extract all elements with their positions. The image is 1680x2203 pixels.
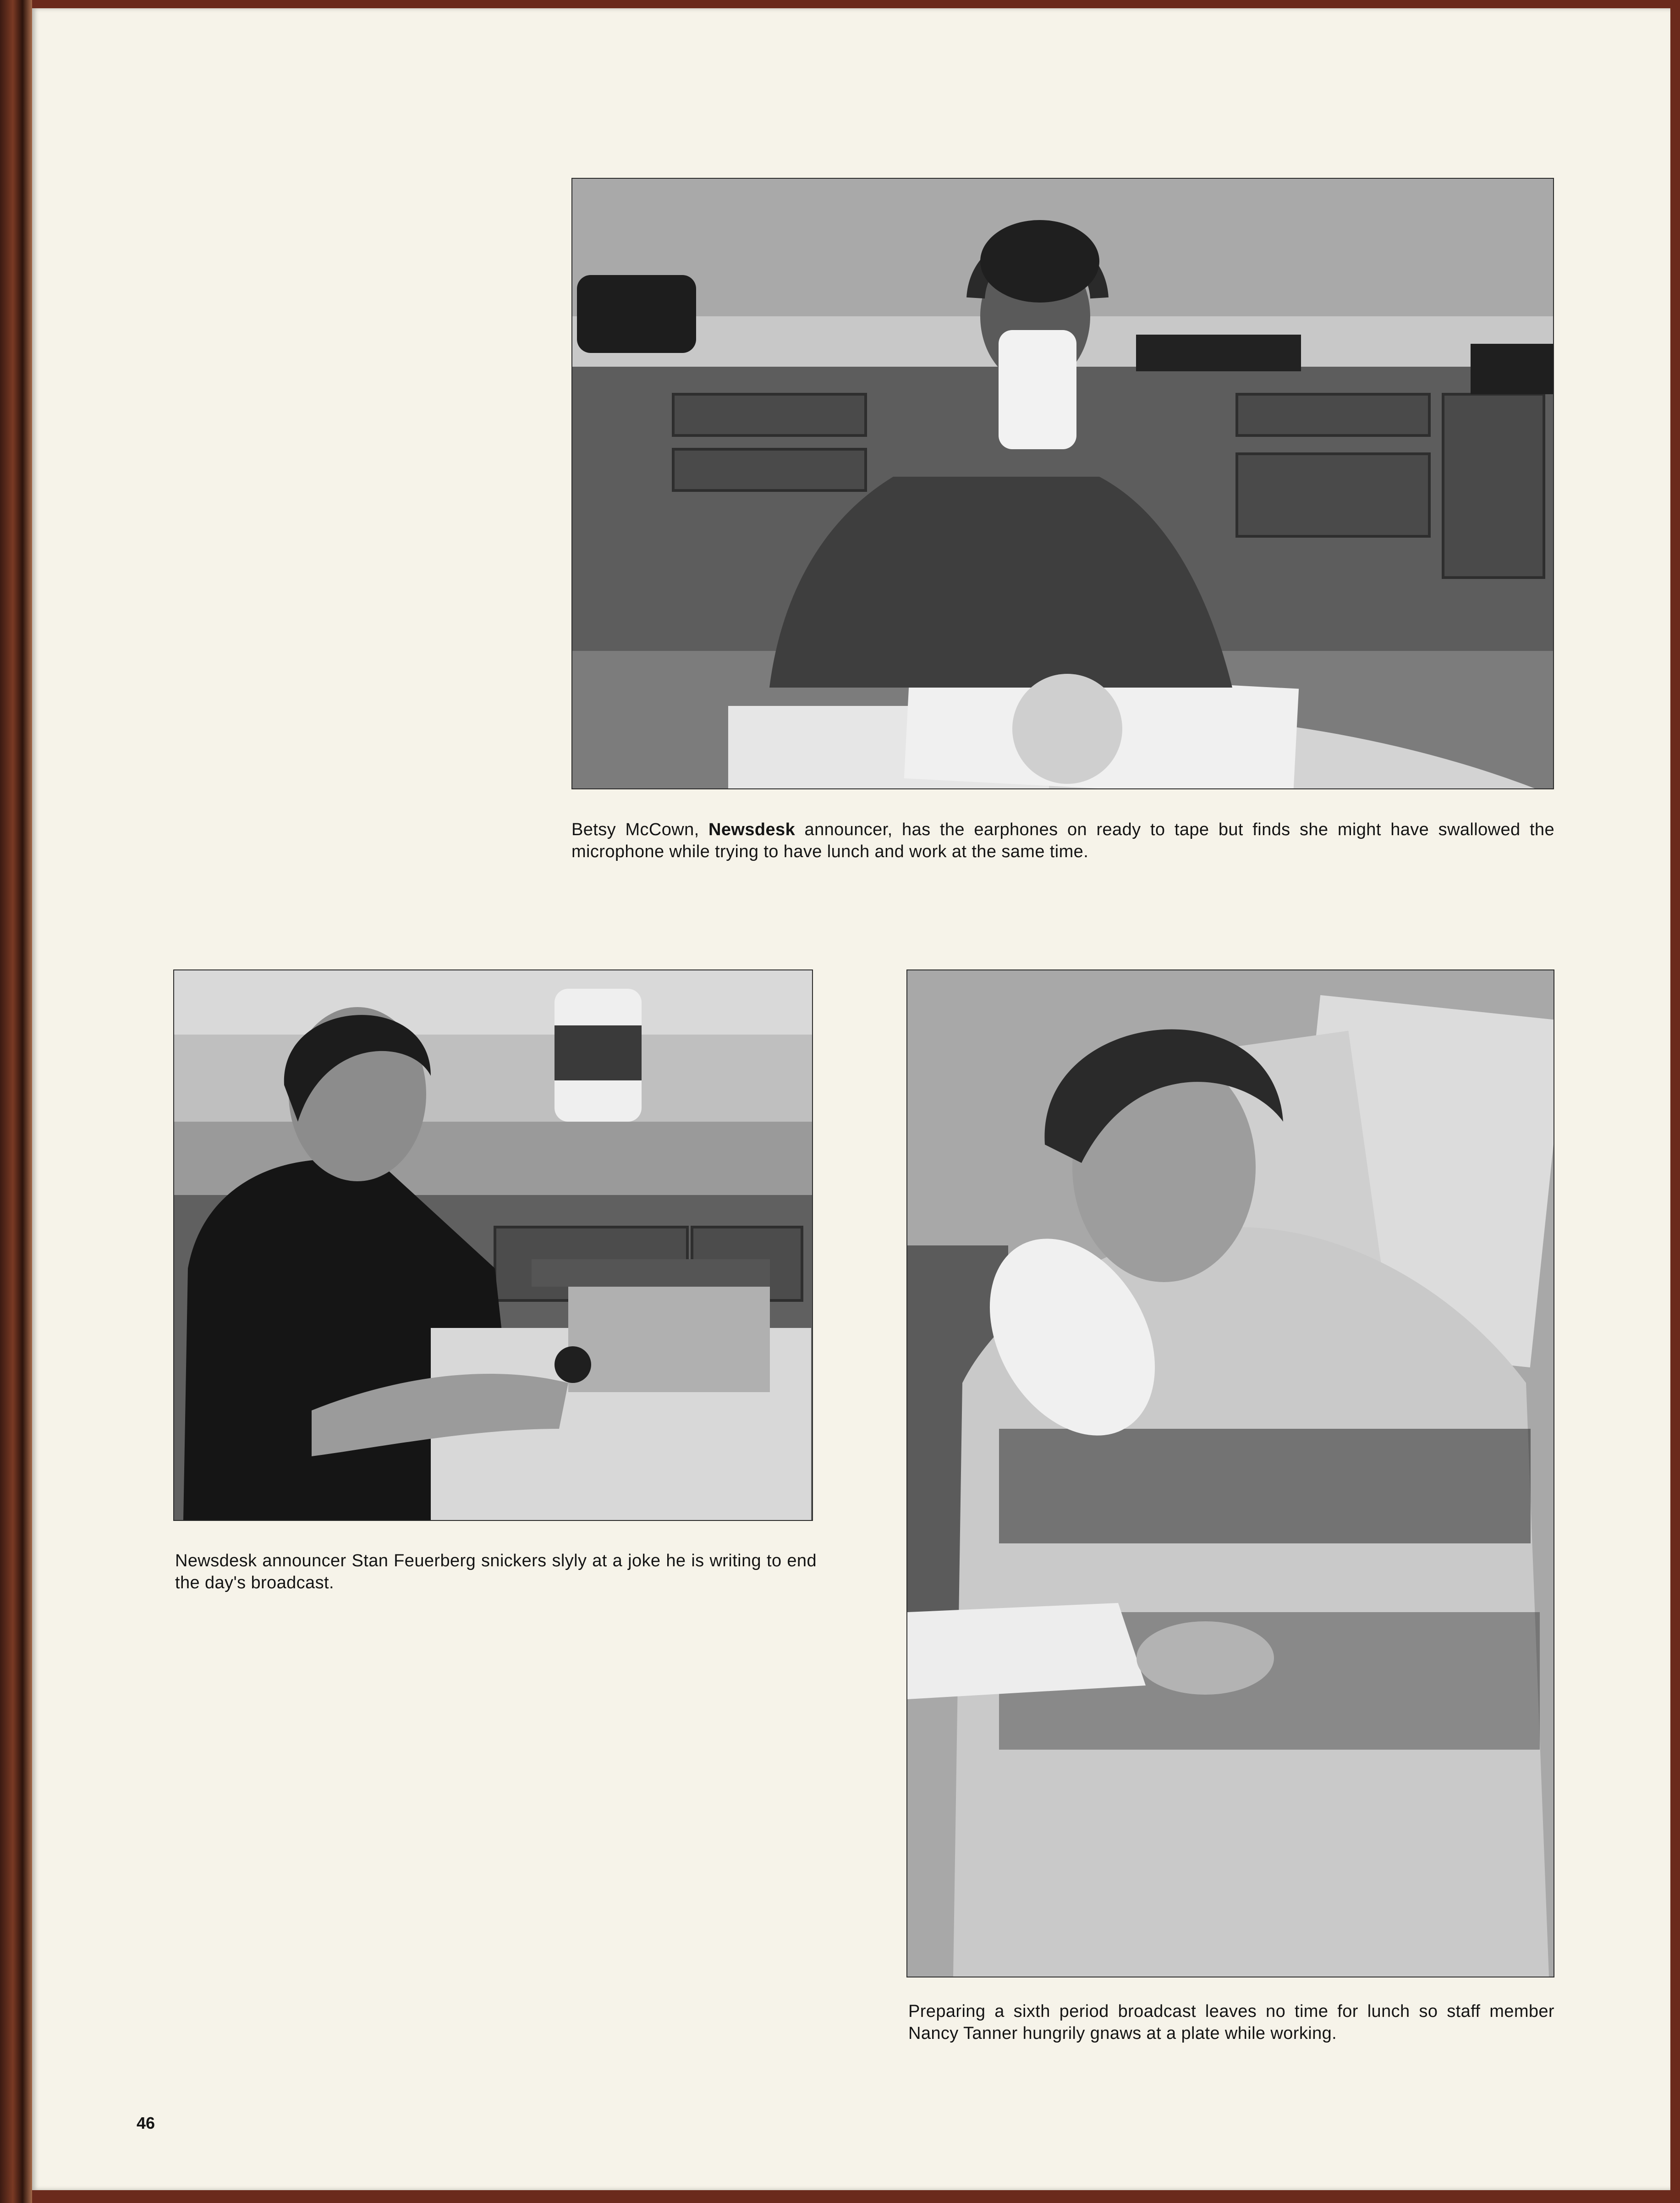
photo-announcer-drinking bbox=[571, 178, 1554, 789]
book-binding bbox=[0, 0, 32, 2203]
caption-right: Preparing a sixth period broadcast leaves no time for lunch so staff member Nancy Tanner hungrily gnaws at a plate while working. bbox=[908, 2002, 1554, 2043]
photo-staff-plate bbox=[906, 969, 1554, 1977]
page-number: 46 bbox=[137, 2114, 155, 2132]
caption-top-newsdesk: Newsdesk bbox=[708, 820, 796, 839]
caption-top-rest: announcer, has the earphones on ready to tape but finds she might have swallowed the microphone while trying to have lunch and work at the same time. bbox=[571, 820, 1554, 861]
yearbook-page bbox=[32, 8, 1670, 2190]
caption-top bbox=[571, 819, 1554, 863]
caption-left: Newsdesk announcer Stan Feuerberg snickers slyly at a joke he is writing to end the day's broadcast. bbox=[175, 1551, 817, 1592]
photo-announcer-typewriter bbox=[173, 969, 813, 1521]
caption-top-name: Betsy McCown, bbox=[571, 820, 709, 839]
